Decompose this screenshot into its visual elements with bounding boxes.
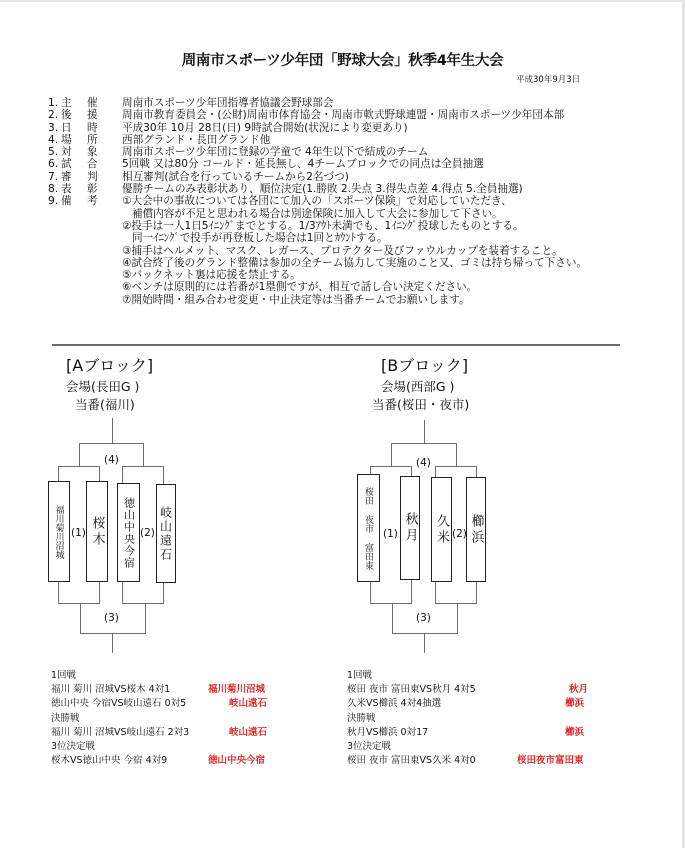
result-row (51, 683, 311, 697)
result-text: 桜木VS徳山中央 今宿 4対9 (51, 755, 168, 767)
tournament-outline (48, 97, 587, 306)
result-row (51, 754, 311, 768)
winner-label: 秋月 (569, 684, 589, 696)
result-row (347, 697, 617, 711)
bracket-line (80, 603, 81, 634)
match-label: (3) (416, 612, 431, 624)
team-box (117, 483, 140, 582)
remark-note: ④試合終了後のグランド整備は参加の全チーム協力して実施のこと又、ゴミは持ち帰って下さい。 (122, 256, 588, 269)
outline-row-umpire (48, 171, 587, 183)
result-text: 1回戦 (51, 670, 77, 681)
section-divider (52, 344, 620, 346)
team-box (431, 477, 452, 582)
block-a-title: [Aブロック] (66, 356, 154, 375)
outline-label: 主 催 (61, 97, 104, 109)
bracket-line (476, 581, 477, 604)
team-name: 桜木 (89, 515, 105, 548)
result-text: 桜田 夜市 富田東VS秋月 4対5 (347, 684, 476, 696)
outline-num: 2. (48, 109, 59, 122)
bracket-line (163, 466, 164, 484)
team-name: 岐山遠石 (158, 505, 173, 562)
team-box (466, 477, 486, 582)
bracket-line (58, 580, 59, 604)
outline-label: 表 彰 (61, 183, 104, 196)
winner-label: 櫛浜 (565, 698, 585, 710)
match-label: (4) (416, 457, 431, 469)
result-text: 福川 菊川 沼城VS岐山遠石 2対3 (51, 726, 190, 738)
result-heading (347, 740, 617, 754)
result-heading (347, 712, 617, 726)
page-top-edge (0, 0, 685, 2)
bracket-line (457, 603, 458, 634)
bracket-line (392, 603, 393, 634)
outline-num: 9. (48, 195, 59, 208)
team-name: 徳山中央今宿 (122, 496, 136, 569)
remark-note: 同一ｲﾆﾝｸﾞで投手が再登板した場合は1回とｶｳﾝﾄする。 (132, 232, 388, 245)
outline-row-organizer (48, 97, 587, 109)
winner-label: 岐山遠石 (229, 698, 268, 710)
outline-num: 5. (48, 146, 59, 159)
team-name: 久米 (434, 513, 449, 546)
outline-value: 周南市スポーツ少年団指導者協議会野球部会 (122, 97, 334, 109)
match-label: (2) (140, 527, 155, 539)
match-label: (3) (104, 612, 119, 624)
outline-num: 7. (48, 170, 59, 183)
result-text: 久米VS櫛浜 4対4抽選 (347, 698, 442, 710)
block-b-duty: 当番(桜田・夜市) (372, 397, 470, 412)
bracket-line (411, 579, 412, 604)
bracket-line (370, 466, 412, 467)
team-box (48, 481, 70, 582)
winner-label: 桜田夜市富田東 (517, 755, 584, 767)
block-a-venue: 会場(長田G ) (66, 379, 140, 394)
bracket-line (112, 418, 113, 444)
outline-value: 周南市教育委員会・(公財)周南市体育協会・周南市軟式野球連盟・周南市スポーツ少年団本部 (122, 109, 565, 122)
outline-row-remarks (48, 195, 587, 207)
bracket-line (112, 633, 113, 653)
team-box (156, 484, 176, 583)
result-text: 決勝戦 (347, 712, 376, 724)
bracket-line (163, 580, 164, 604)
team-name: 櫛浜 (468, 513, 484, 546)
result-text: 秋月VS櫛浜 0対17 (347, 726, 429, 738)
outline-value: 5回戦 又は80分 コールド・延長無し、4チームブロックでの同点は全員抽選 (122, 158, 484, 171)
bracket-line (435, 581, 436, 604)
outline-label: 審 判 (61, 170, 104, 183)
outline-label: 対 象 (61, 146, 104, 159)
outline-num: 4. (48, 133, 59, 146)
result-text: 福川 菊川 沼城VS桜木 4対1 (51, 684, 171, 696)
outline-row-eligibility (48, 146, 587, 158)
result-text: 桜田 夜市 富田東VS久米 4対0 (347, 755, 476, 767)
team-box (357, 474, 380, 582)
match-label: (4) (104, 454, 119, 466)
outline-num: 6. (48, 158, 59, 171)
result-text: 決勝戦 (51, 712, 80, 724)
bracket-line (424, 420, 425, 444)
outline-label: 場 所 (61, 133, 104, 146)
bracket-line (58, 466, 100, 467)
winner-label: 徳山中央今宿 (208, 755, 266, 767)
block-b-title: [Bブロック] (381, 356, 469, 375)
outline-value: ①大会中の事故については各団にて加入の「スポーツ保険」で対応していただき、 (122, 195, 512, 208)
bracket-line (58, 603, 100, 604)
outline-value: 優勝チームのみ表彰状あり、順位決定(1.勝敗 2.失点 3.得失点差 4.得点 5.全員抽選) (122, 183, 523, 196)
remark-note: ②投手は一人1日5ｲﾆﾝｸﾞまでとする。1/3ｱｳﾄ未満でも、1ｲﾆﾝｸﾞ投球したものとする。 (122, 219, 524, 232)
outline-value: 相互審判(試合を行っているチームから2名づつ) (122, 170, 349, 183)
outline-num: 3. (48, 121, 59, 134)
remark-note: ⑤バックネット裏は応援を禁止する。 (122, 269, 301, 282)
team-box (400, 476, 420, 580)
remark-note: ⑥ベンチは原則的には若番が1塁側ですが、相互で話し合い決定ください。 (122, 281, 478, 294)
bracket-line (99, 580, 100, 604)
outline-row-datetime (48, 122, 587, 134)
team-box (86, 481, 108, 582)
outline-label: 日 時 (61, 121, 104, 134)
document-date: 平成30年9月3日 (516, 75, 581, 85)
result-heading (51, 669, 311, 683)
outline-row-venue (48, 134, 587, 146)
result-row (347, 683, 617, 697)
bracket-line (435, 603, 477, 604)
block-a-duty: 当番(福川) (75, 397, 135, 412)
block-a-results (51, 669, 311, 768)
outline-label: 試 合 (61, 158, 104, 171)
outline-num: 1. (48, 97, 59, 109)
result-row (51, 726, 311, 740)
result-text: 徳山中央 今宿VS岐山遠石 0対5 (51, 698, 187, 710)
bracket-line (435, 466, 477, 467)
match-label: (1) (383, 528, 398, 540)
bracket-line (79, 443, 144, 444)
bracket-line (99, 466, 100, 482)
team-name: 福川菊川沼城 (53, 504, 64, 559)
remark-note: ③捕手はヘルメット、マスク、レガース、プロテクター及びファウルカップを装着すること。 (122, 244, 563, 257)
bracket-line (122, 580, 123, 604)
block-b-venue: 会場(西部G ) (381, 379, 455, 394)
bracket-line (370, 581, 371, 604)
result-row (347, 726, 617, 740)
outline-value: 平成30年 10月 28日(日) 9時試合開始(状況により変更あり) (122, 121, 408, 134)
bracket-line (122, 603, 164, 604)
remark-note: ⑦開始時間・組み合わせ変更・中止決定等は当番チームでお願いします。 (122, 293, 470, 306)
outline-value: 西部グランド・長田グランド他 (122, 133, 271, 146)
bracket-line (391, 443, 392, 467)
result-text: 3位決定戦 (51, 740, 96, 752)
bracket-line (122, 466, 164, 467)
bracket-line (79, 443, 80, 467)
document-title: 周南市スポーツ少年団「野球大会」秋季4年生大会 (181, 53, 504, 69)
match-label: (1) (71, 527, 86, 539)
bracket-line (58, 466, 59, 482)
bracket-line (143, 443, 144, 467)
winner-label: 福川菊川沼城 (208, 684, 266, 696)
bracket-line (145, 603, 146, 634)
outline-value: 周南市スポーツ少年団に登録の学童で 4年生以下で結成のチーム (122, 146, 429, 159)
result-text: 1回戦 (347, 670, 373, 681)
result-heading (51, 712, 311, 726)
result-row (347, 754, 617, 768)
outline-row-games (48, 158, 587, 170)
outline-row-awards (48, 183, 587, 195)
team-name: 秋月 (402, 512, 418, 544)
result-row (51, 697, 311, 711)
result-heading (51, 740, 311, 754)
outline-num: 8. (48, 183, 59, 196)
winner-label: 岐山遠石 (229, 726, 268, 738)
outline-row-sponsor (48, 109, 587, 121)
bracket-line (424, 633, 425, 653)
bracket-line (456, 443, 457, 467)
result-text: 3位決定戦 (347, 740, 392, 752)
outline-label: 備 考 (61, 195, 104, 208)
bracket-line (122, 466, 123, 484)
outline-label: 後 援 (61, 109, 104, 122)
match-label: (2) (452, 528, 467, 540)
bracket-line (391, 443, 457, 444)
team-name: 桜田 夜市 富田東 (363, 486, 373, 570)
block-b-results (347, 669, 617, 768)
remark-note: 補償内容が不足と思われる場合は別途保険に加入して大会に参加して下さい。 (132, 207, 503, 220)
bracket-line (370, 603, 412, 604)
result-heading (347, 669, 617, 683)
winner-label: 櫛浜 (565, 726, 585, 738)
